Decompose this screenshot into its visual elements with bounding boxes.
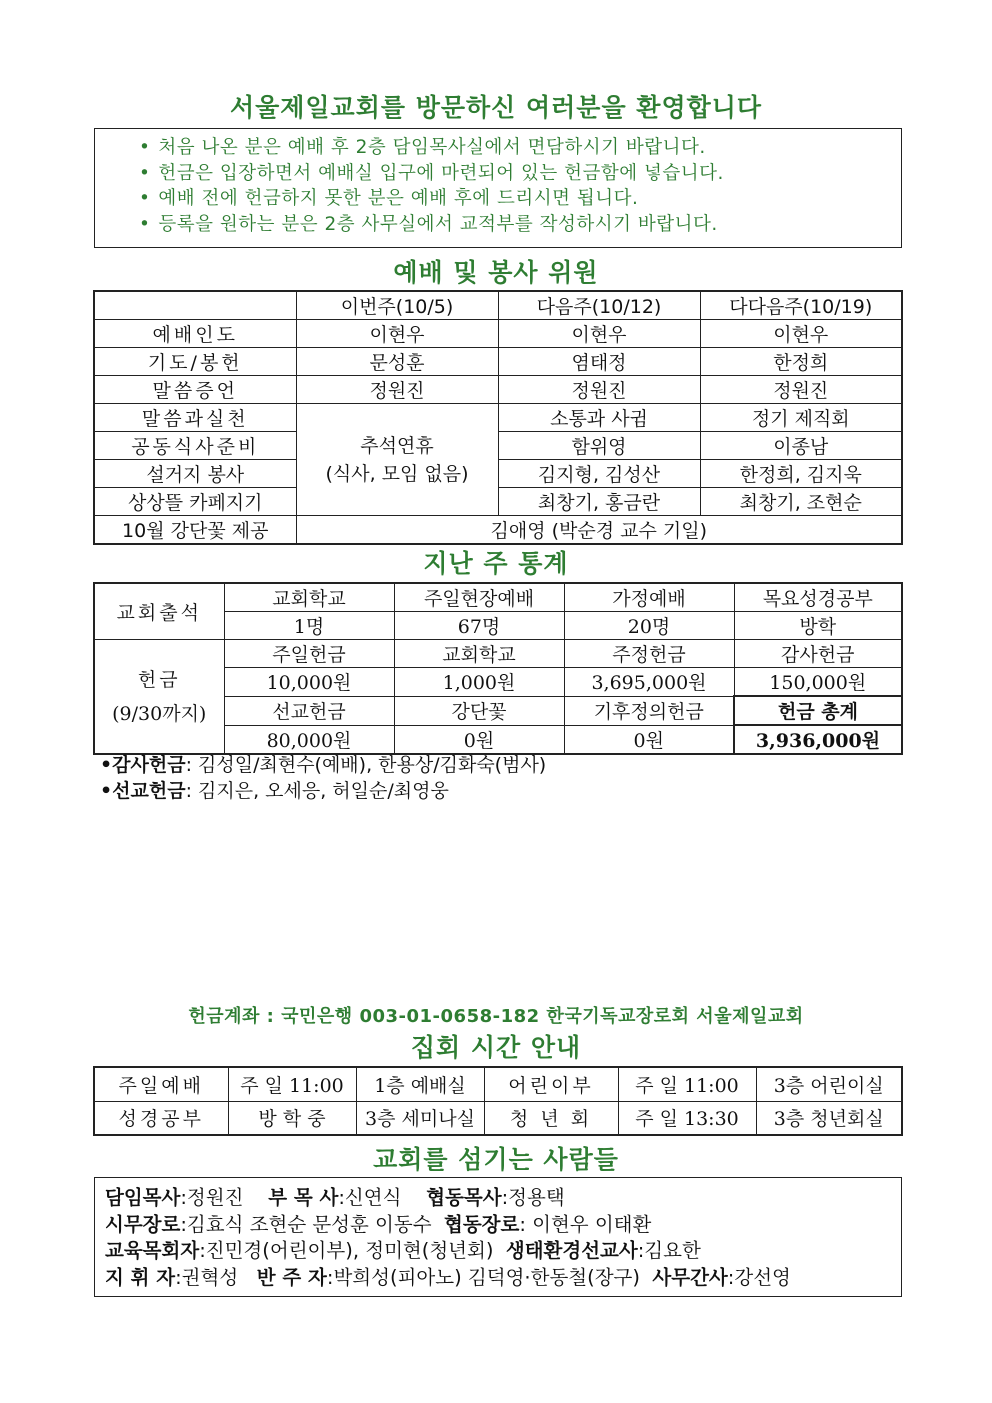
service-person: 함위영 xyxy=(498,432,700,460)
welcome-line: • 처음 나온 분은 예배 후 2층 담임목사실에서 면담하시기 바랍니다. xyxy=(139,135,901,161)
welcome-line: • 등록을 원하는 분은 2층 사무실에서 교적부를 작성하시기 바랍니다. xyxy=(139,212,901,238)
staff-label: 협동목사 xyxy=(426,1186,502,1209)
staff-label: 사무간사 xyxy=(652,1265,728,1289)
meeting-name: 청 년 회 xyxy=(484,1101,618,1135)
offering-value: 1,000원 xyxy=(394,668,564,697)
service-row xyxy=(94,348,902,376)
service-role: 설거지 봉사 xyxy=(94,460,296,488)
offering-header: 선교헌금 xyxy=(224,696,394,725)
service-row xyxy=(94,432,902,460)
staff-line xyxy=(105,1265,901,1292)
flower-label: 10월 강단꽃 제공 xyxy=(94,516,296,545)
attendance-value: 1명 xyxy=(224,612,394,640)
stats-table xyxy=(93,582,903,755)
staff-label: 담임목사 xyxy=(105,1186,181,1209)
service-role: 기도/봉헌 xyxy=(94,348,296,376)
service-row xyxy=(94,320,902,348)
meeting-name: 성경공부 xyxy=(94,1101,228,1135)
note-label: • 감사헌금 xyxy=(100,754,186,776)
mission-offering-note xyxy=(100,776,449,803)
flower-value: 김애영 (박순경 교수 기일) xyxy=(296,516,902,545)
attendance-header: 주일현장예배 xyxy=(394,583,564,612)
service-role: 예배인도 xyxy=(94,320,296,348)
offering-value: 3,695,000원 xyxy=(564,668,734,697)
attendance-header: 교회학교 xyxy=(224,583,394,612)
service-person: 소통과 사귐 xyxy=(498,404,700,432)
staff-names: :박희성(피아노) 김덕영·한동철(장구) xyxy=(326,1265,641,1289)
meeting-row xyxy=(94,1067,902,1101)
service-person: 정원진 xyxy=(700,376,902,404)
attendance-value: 방학 xyxy=(734,612,902,640)
service-table xyxy=(93,290,903,545)
service-person: 염태정 xyxy=(498,348,700,376)
offering-value: 10,000원 xyxy=(224,668,394,697)
service-person: 한정희 xyxy=(700,348,902,376)
service-person: 정원진 xyxy=(498,376,700,404)
attendance-value: 20명 xyxy=(564,612,734,640)
staff-names: :정용택 xyxy=(501,1186,565,1209)
staff-label: 반 주 자 xyxy=(256,1265,327,1289)
meetings-table xyxy=(93,1066,903,1136)
service-header-next-week: 다음주(10/12) xyxy=(498,291,700,320)
offering-header: 강단꽃 xyxy=(394,696,564,725)
holiday-note-detail: (식사, 모임 없음) xyxy=(325,462,469,485)
staff-line xyxy=(105,1185,901,1212)
service-row xyxy=(94,376,902,404)
meeting-place: 3층 세미나실 xyxy=(356,1101,484,1135)
staff-label: 생태환경선교사 xyxy=(505,1239,638,1262)
note-text: : 김지은, 오세응, 허일순/최영웅 xyxy=(185,780,449,802)
attendance-header: 가정예배 xyxy=(564,583,734,612)
offering-header: 주정헌금 xyxy=(564,640,734,668)
staff-names: : 이현우 이태환 xyxy=(519,1212,652,1236)
service-person: 김지형, 김성산 xyxy=(498,460,700,488)
staff-names: :정원진 xyxy=(180,1186,244,1209)
service-role: 말씀과실천 xyxy=(94,404,296,432)
meeting-time: 주 일 11:00 xyxy=(618,1067,756,1101)
offering-header: 감사헌금 xyxy=(734,640,902,668)
thanks-offering-note xyxy=(100,750,546,777)
offering-header: 기후정의헌금 xyxy=(564,696,734,725)
offering-label: 헌금 xyxy=(137,668,181,691)
offering-account: 헌금계좌 : 국민은행 003-01-0658-182 한국기독교장로회 서울제일교회 xyxy=(188,1006,804,1027)
welcome-line: • 헌금은 입장하면서 예배실 입구에 마련되어 있는 헌금함에 넣습니다. xyxy=(139,161,901,187)
welcome-title: 서울제일교회를 방문하신 여러분을 환영합니다 xyxy=(229,93,763,122)
service-role: 공동식사준비 xyxy=(94,432,296,460)
holiday-note: 추석연휴 xyxy=(360,434,434,457)
staff-names: :신연식 xyxy=(338,1186,402,1209)
offering-header: 주일헌금 xyxy=(224,640,394,668)
service-person: 정기 제직회 xyxy=(700,404,902,432)
staff-box xyxy=(94,1177,902,1297)
service-header-blank xyxy=(94,291,296,320)
offering-total-value: 3,936,000원 xyxy=(734,725,902,754)
service-header-week-after: 다다음주(10/19) xyxy=(700,291,902,320)
welcome-notice-box xyxy=(94,128,902,248)
service-person: 한정희, 김지욱 xyxy=(700,460,902,488)
meeting-name: 어린이부 xyxy=(484,1067,618,1101)
staff-line xyxy=(105,1212,901,1239)
service-person: 최창기, 홍금란 xyxy=(498,488,700,516)
staff-label: 교육목회자 xyxy=(105,1239,200,1262)
service-role: 말씀증언 xyxy=(94,376,296,404)
offering-header-row xyxy=(94,640,902,668)
attendance-header-row xyxy=(94,583,902,612)
staff-names: :강선영 xyxy=(727,1265,791,1289)
attendance-header: 목요성경공부 xyxy=(734,583,902,612)
offering-label-cell xyxy=(94,640,224,755)
service-person: 문성훈 xyxy=(296,348,498,376)
flower-row xyxy=(94,516,902,545)
staff-label: 부 목 사 xyxy=(268,1186,339,1209)
offering-total-header: 헌금 총계 xyxy=(734,696,902,725)
staff-names: :권혁성 xyxy=(175,1265,239,1289)
service-person: 최창기, 조현순 xyxy=(700,488,902,516)
staff-label: 시무장로 xyxy=(105,1212,181,1236)
service-role: 상상뜰 카페지기 xyxy=(94,488,296,516)
offering-value: 150,000원 xyxy=(734,668,902,697)
service-row xyxy=(94,404,902,432)
staff-title: 교회를 섬기는 사람들 xyxy=(373,1145,619,1174)
attendance-value: 67명 xyxy=(394,612,564,640)
meeting-place: 3층 청년회실 xyxy=(756,1101,902,1135)
offering-value: 0원 xyxy=(394,725,564,754)
note-text: : 김성일/최현수(예배), 한용상/김화숙(범사) xyxy=(185,754,547,776)
service-person: 이현우 xyxy=(700,320,902,348)
staff-names: :진민경(어린이부), 정미현(청년회) xyxy=(199,1239,494,1262)
meeting-place: 3층 어린이실 xyxy=(756,1067,902,1101)
staff-line xyxy=(105,1238,901,1265)
service-person: 이현우 xyxy=(296,320,498,348)
service-header-this-week: 이번주(10/5) xyxy=(296,291,498,320)
staff-label: 협동장로 xyxy=(443,1212,520,1236)
service-row xyxy=(94,460,902,488)
holiday-note-cell xyxy=(296,404,498,516)
stats-title: 지난 주 통계 xyxy=(423,549,569,578)
meeting-place: 1층 예배실 xyxy=(356,1067,484,1101)
staff-names: :김요한 xyxy=(637,1239,701,1262)
meetings-title: 집회 시간 안내 xyxy=(410,1033,582,1062)
service-person: 이현우 xyxy=(498,320,700,348)
meeting-time: 방 학 중 xyxy=(228,1101,356,1135)
attendance-label: 교회출석 xyxy=(94,583,224,640)
welcome-line: • 예배 전에 헌금하지 못한 분은 예배 후에 드리시면 됩니다. xyxy=(139,186,901,212)
service-person: 이종남 xyxy=(700,432,902,460)
service-person: 정원진 xyxy=(296,376,498,404)
service-title: 예배 및 봉사 위원 xyxy=(393,258,599,287)
meeting-time: 주 일 13:30 xyxy=(618,1101,756,1135)
service-header-row xyxy=(94,291,902,320)
offering-value: 0원 xyxy=(564,725,734,754)
meeting-time: 주 일 11:00 xyxy=(228,1067,356,1101)
meeting-name: 주일예배 xyxy=(94,1067,228,1101)
note-label: • 선교헌금 xyxy=(100,780,186,802)
meeting-row xyxy=(94,1101,902,1135)
offering-header: 교회학교 xyxy=(394,640,564,668)
service-row xyxy=(94,488,902,516)
offering-value: 80,000원 xyxy=(224,725,394,754)
staff-names: :김효식 조현순 문성훈 이동수 xyxy=(180,1212,432,1236)
offering-period: (9/30까지) xyxy=(112,702,207,725)
staff-label: 지 휘 자 xyxy=(105,1265,176,1289)
